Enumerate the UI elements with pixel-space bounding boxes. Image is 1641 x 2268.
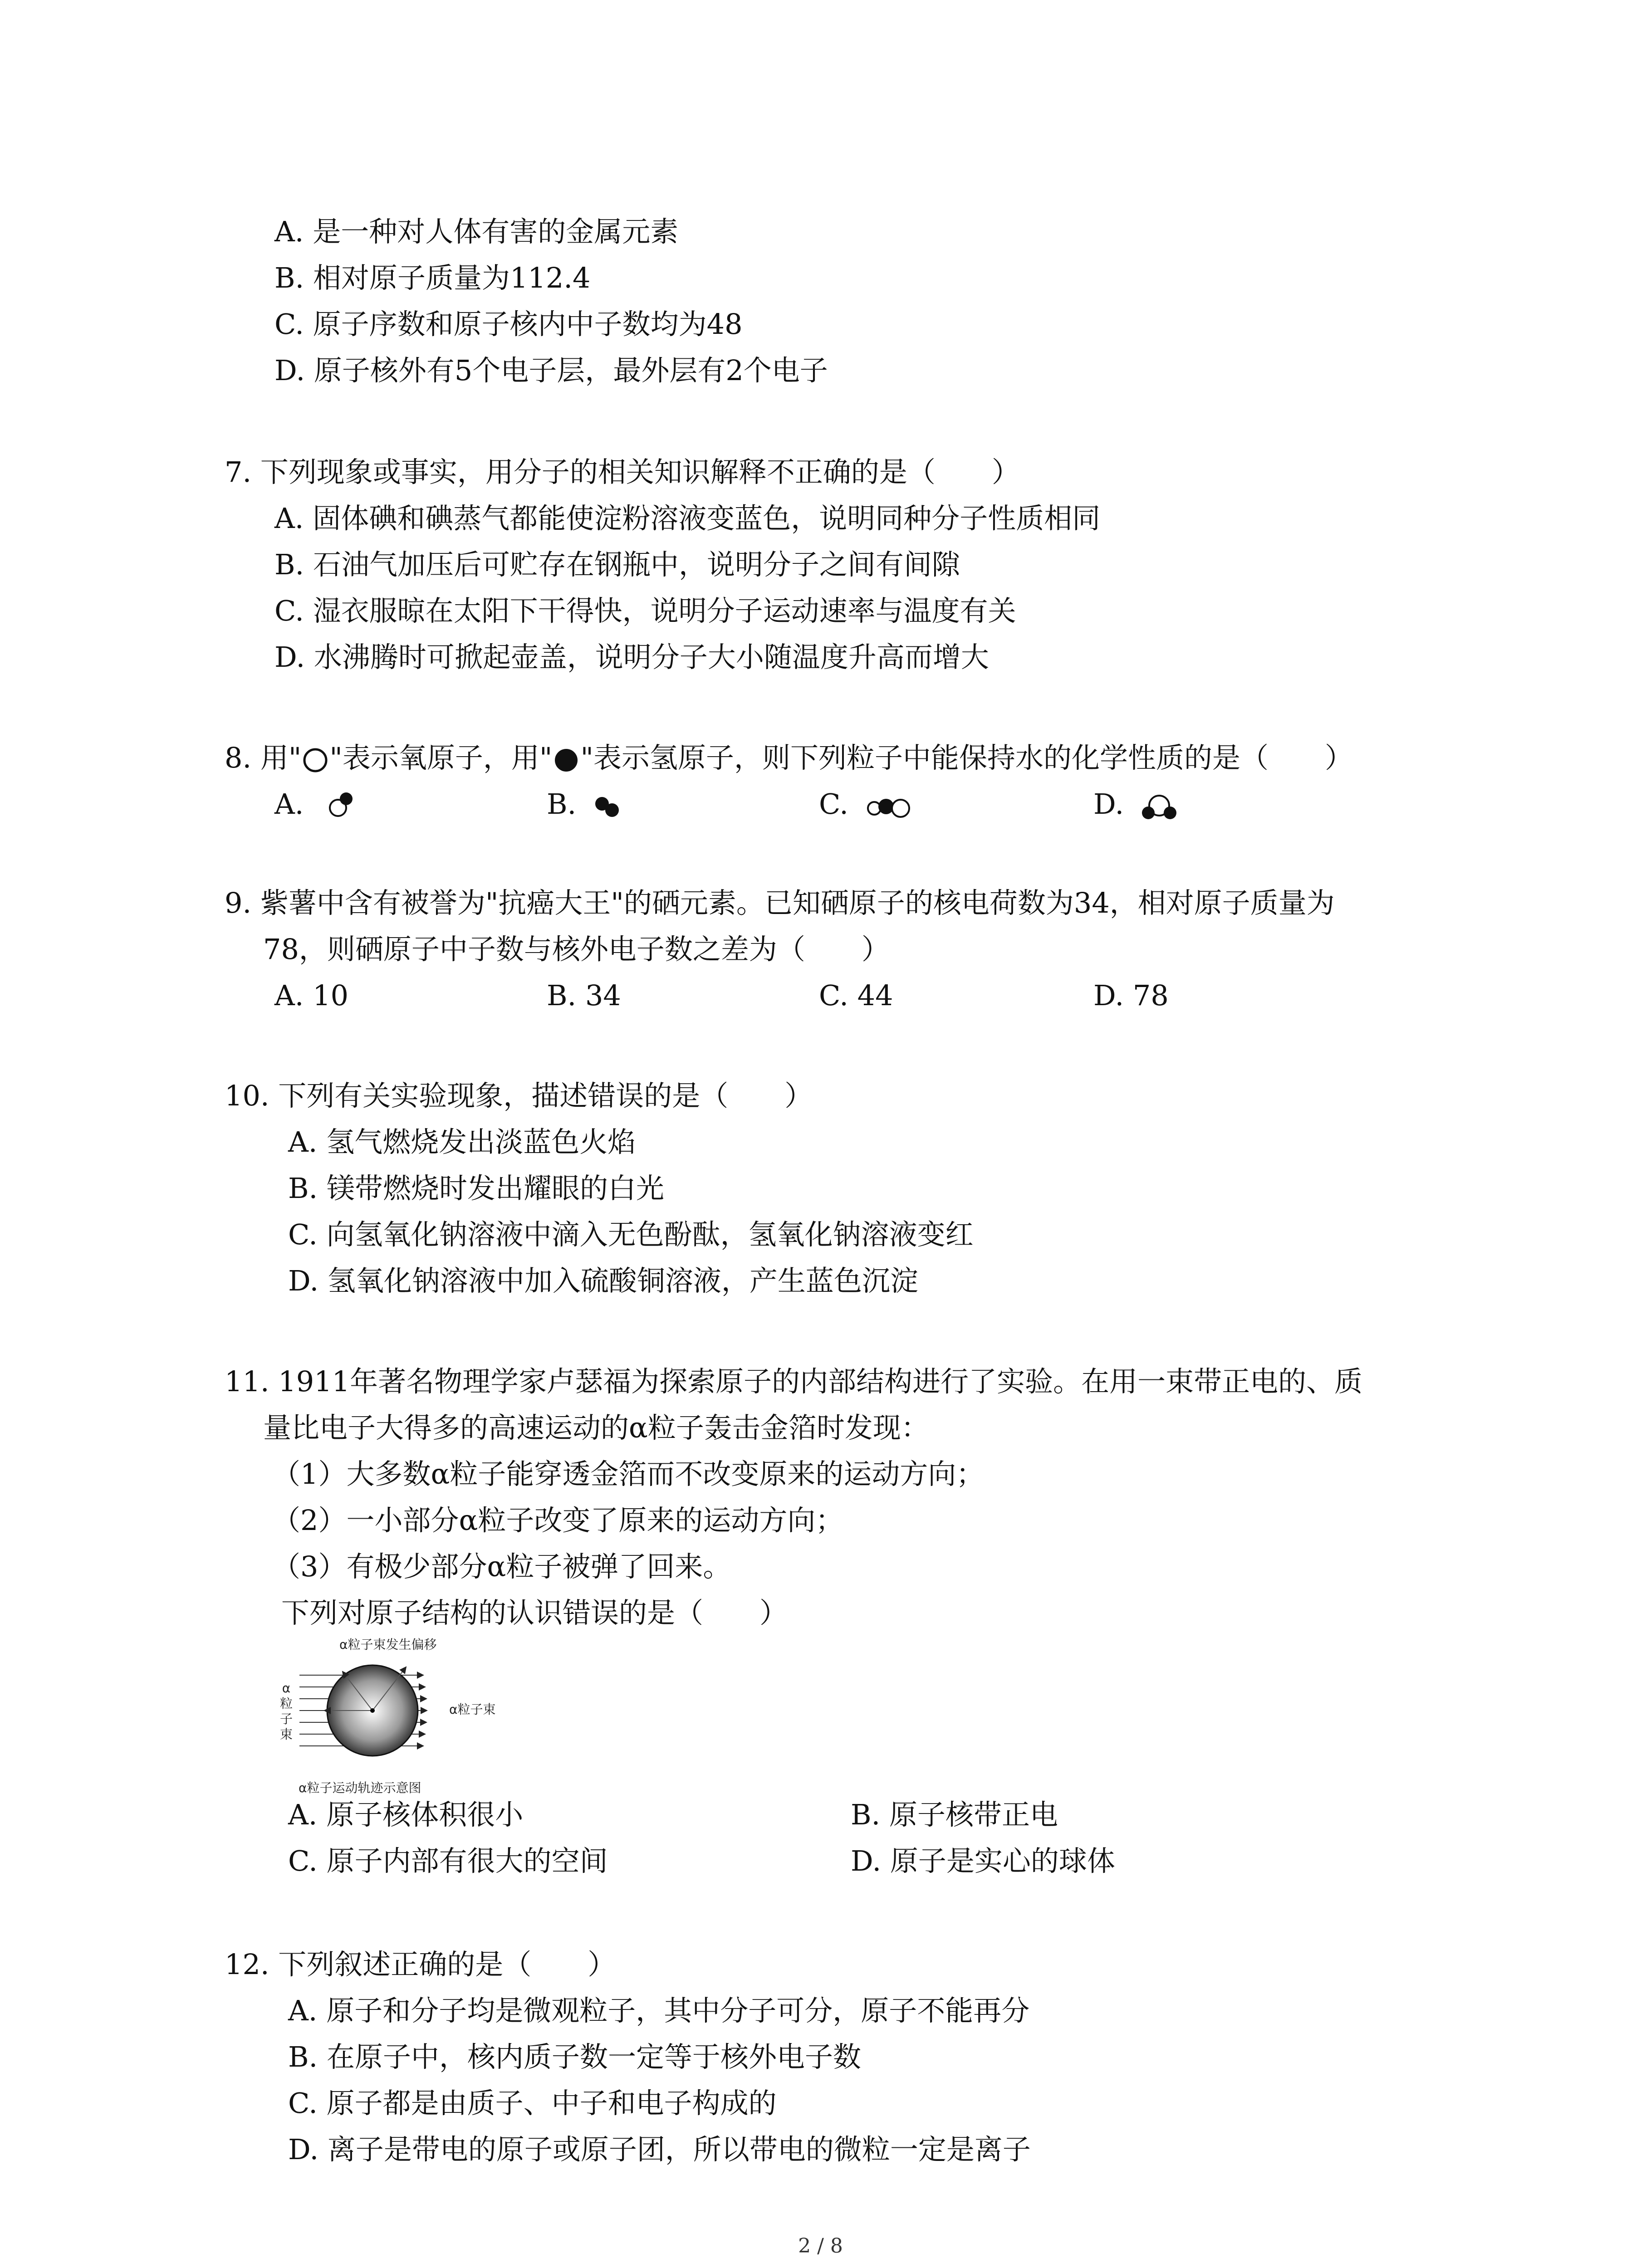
- q12-option-d: D. 离子是带电的原子或原子团，所以带电的微粒一定是离子: [288, 2133, 1031, 2166]
- q12-stem: 12. 下列叙述正确的是（ ）: [225, 1948, 616, 1981]
- q8-option-b-molecule-icon: [592, 788, 628, 825]
- q11-option-c: C. 原子内部有很大的空间: [288, 1844, 608, 1877]
- q9-stem-line1: 9. 紫薯中含有被誉为"抗癌大王"的硒元素。已知硒原子的核电荷数为34，相对原子质量为: [225, 886, 1335, 919]
- q7-option-d: D. 水沸腾时可掀起壶盖，说明分子大小随温度升高而增大: [274, 640, 989, 674]
- oxygen-atom-open-circle-icon: [301, 746, 329, 774]
- q9-option-b: B. 34: [547, 979, 621, 1012]
- page-number: 2 / 8: [798, 2234, 843, 2258]
- q11-option-d: D. 原子是实心的球体: [851, 1844, 1115, 1877]
- figure-left-label: α 粒 子 束: [279, 1681, 293, 1742]
- figure-caption: α粒子运动轨迹示意图: [299, 1780, 421, 1795]
- q10-stem: 10. 下列有关实验现象，描述错误的是（ ）: [225, 1079, 813, 1112]
- q10-option-b: B. 镁带燃烧时发出耀眼的白光: [288, 1172, 664, 1205]
- hydrogen-atom-filled-circle-icon: [552, 746, 580, 774]
- q12-option-c: C. 原子都是由质子、中子和电子构成的: [288, 2087, 777, 2120]
- q8-stem-part2: "表示氧原子，用": [329, 741, 553, 774]
- q11-finding-1: （1）大多数α粒子能穿透金箔而不改变原来的运动方向；: [272, 1457, 985, 1491]
- q11-finding-3: （3）有极少部分α粒子被弹了回来。: [272, 1550, 731, 1583]
- q7-stem: 7. 下列现象或事实，用分子的相关知识解释不正确的是（ ）: [225, 455, 1020, 489]
- q10-option-a: A. 氢气燃烧发出淡蓝色火焰: [288, 1125, 636, 1158]
- q8-option-d-label: D.: [1093, 787, 1124, 821]
- q9-option-c: C. 44: [819, 979, 893, 1012]
- q11-option-a: A. 原子核体积很小: [288, 1798, 524, 1831]
- q8-stem-part3: "表示氢原子，则下列粒子中能保持水的化学性质的是（ ）: [580, 741, 1353, 774]
- q8-stem: [225, 741, 1353, 774]
- q9-option-d: D. 78: [1093, 979, 1169, 1012]
- nucleus: [370, 1708, 375, 1713]
- q10-option-d: D. 氢氧化钠溶液中加入硫酸铜溶液，产生蓝色沉淀: [288, 1264, 918, 1297]
- q6-option-c: C. 原子序数和原子核内中子数均为48: [274, 308, 743, 341]
- q6-option-a: A. 是一种对人体有害的金属元素: [274, 215, 679, 248]
- q8-option-c-label: C.: [819, 787, 848, 821]
- q11-question: 下列对原子结构的认识错误的是（ ）: [281, 1596, 788, 1629]
- q11-finding-2: （2）一小部分α粒子改变了原来的运动方向；: [272, 1504, 844, 1537]
- q10-option-c: C. 向氢氧化钠溶液中滴入无色酚酞，氢氧化钠溶液变红: [288, 1218, 974, 1251]
- q9-option-a: A. 10: [274, 979, 349, 1012]
- q11-option-b: B. 原子核带正电: [851, 1798, 1058, 1831]
- q12-option-b: B. 在原子中，核内质子数一定等于核外电子数: [288, 2040, 861, 2073]
- figure-right-label: α粒子束: [449, 1702, 496, 1717]
- q7-option-c: C. 湿衣服晾在太阳下干得快，说明分子运动速率与温度有关: [274, 594, 1016, 627]
- alpha-scattering-diagram: [293, 1653, 447, 1771]
- q6-option-d: D. 原子核外有5个电子层，最外层有2个电子: [274, 354, 828, 387]
- q8-stem-part1: 8. 用": [225, 741, 302, 774]
- q11-stem-line1: 11. 1911年著名物理学家卢瑟福为探索原子的内部结构进行了实验。在用一束带正电的、质: [225, 1365, 1363, 1398]
- q7-option-b: B. 石油气加压后可贮存在钢瓶中，说明分子之间有间隙: [274, 548, 960, 581]
- q7-option-a: A. 固体碘和碘蒸气都能使淀粉溶液变蓝色，说明同种分子性质相同: [274, 502, 1101, 535]
- figure-top-label: α粒子束发生偏移: [339, 1637, 437, 1652]
- q8-option-c-molecule-icon: [864, 788, 928, 825]
- q8-option-b-label: B.: [547, 787, 577, 821]
- q6-option-b: B. 相对原子质量为112.4: [274, 261, 591, 294]
- q11-stem-line2: 量比电子大得多的高速运动的α粒子轰击金箔时发现：: [263, 1411, 929, 1444]
- q8-option-d-molecule-icon: [1136, 788, 1186, 825]
- q9-stem-line2: 78，则硒原子中子数与核外电子数之差为（ ）: [263, 933, 890, 966]
- q8-option-a-molecule-icon: [324, 787, 361, 823]
- q8-option-a-label: A.: [274, 787, 304, 821]
- q12-option-a: A. 原子和分子均是微观粒子，其中分子可分，原子不能再分: [288, 1994, 1030, 2027]
